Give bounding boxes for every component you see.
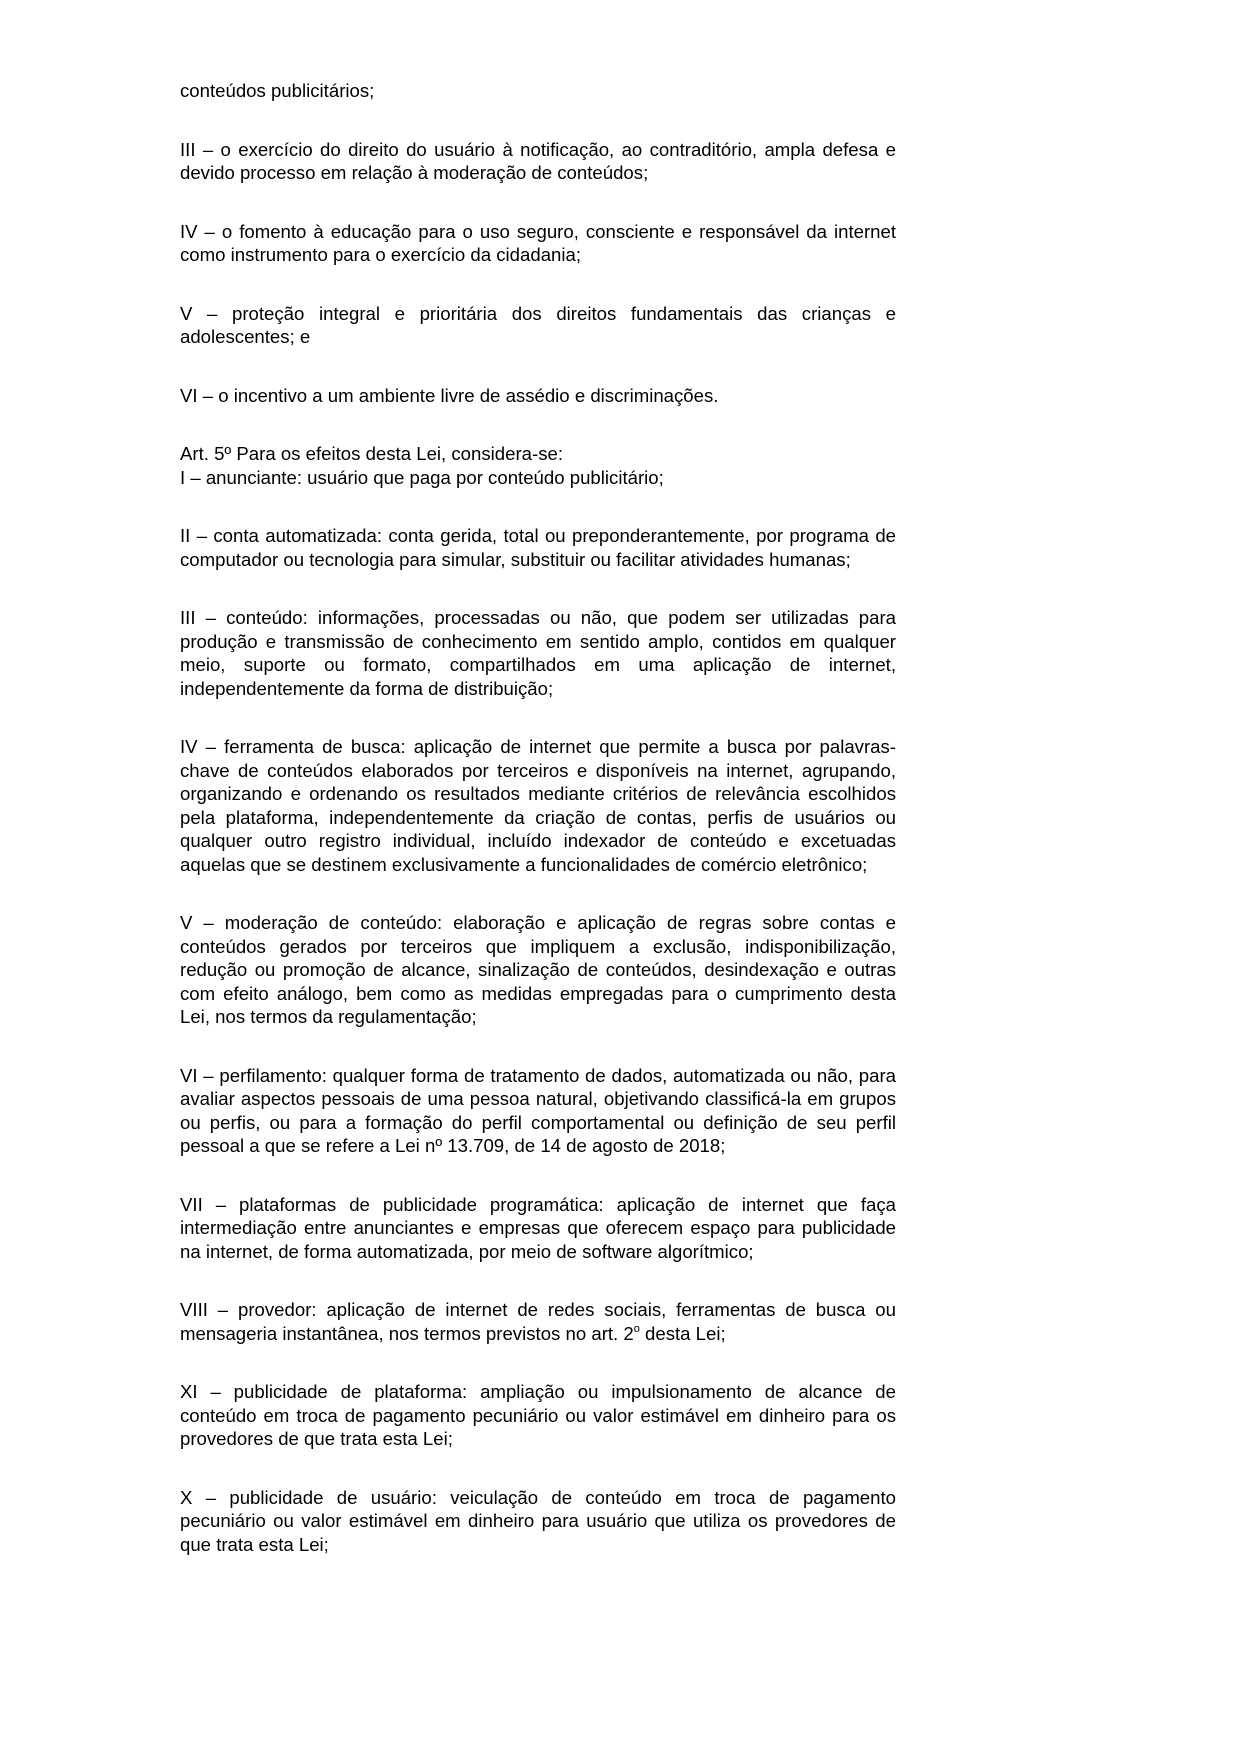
article-5-heading: Art. 5º Para os efeitos desta Lei, considera-se: xyxy=(180,443,563,464)
definition-x-user-advertising: X – publicidade de usuário: veiculação de conteúdo em troca de pagamento pecuniário ou valor estimável em dinheiro para usuário que utiliza os provedores de que trata esta Lei; xyxy=(180,1486,896,1555)
ordinal-superscript: o xyxy=(633,1322,640,1335)
definition-viii-tail: desta Lei; xyxy=(639,1322,726,1344)
paragraph-item-vi-harassment: VI – o incentivo a um ambiente livre de assédio e discriminações. xyxy=(180,384,719,406)
definition-viii-text: VIII – provedor: aplicação de internet de redes sociais, ferramentas de busca ou mensageria instantânea, nos termos previstos no art. 2 xyxy=(180,1299,896,1344)
document-body xyxy=(180,79,896,1591)
definition-i-advertiser: I – anunciante: usuário que paga por conteúdo publicitário; xyxy=(180,466,664,488)
definition-v-content-moderation: V – moderação de conteúdo: elaboração e aplicação de regras sobre contas e conteúdos gerados por terceiros que impliquem a exclusão, indisponibilização, redução ou promoção de alcance, sinalização de conteúdos, desindexação e outras com efeito análogo, bem como as medidas empregadas para o cumprimento desta Lei, nos termos da regulamentação; xyxy=(180,912,896,1027)
definition-vii-programmatic-ad-platforms: VII – plataformas de publicidade programática: aplicação de internet que faça intermediação entre anunciantes e empresas que oferecem espaço para publicidade na internet, de forma automatizada, por meio de software algorítmico; xyxy=(180,1193,896,1262)
definition-xi-platform-advertising: XI – publicidade de plataforma: ampliação ou impulsionamento de alcance de conteúdo em troca de pagamento pecuniário ou valor estimável em dinheiro para os provedores de que trata esta Lei; xyxy=(180,1381,896,1449)
paragraph-continuation: conteúdos publicitários; xyxy=(180,80,375,101)
paragraph-item-v-protection: V – proteção integral e prioritária dos direitos fundamentais das crianças e adolescentes; e xyxy=(180,302,896,347)
definition-viii-provider xyxy=(180,1298,896,1345)
paragraph-item-iv-education: IV – o fomento à educação para o uso seguro, consciente e responsável da internet como instrumento para o exercício da cidadania; xyxy=(180,220,896,265)
paragraph-item-iii-notification: III – o exercício do direito do usuário à notificação, ao contraditório, ampla defesa e devido processo em relação à moderação de conteúdos; xyxy=(180,138,896,183)
definition-iii-content: III – conteúdo: informações, processadas ou não, que podem ser utilizadas para produção e transmissão de conhecimento em sentido amplo, contidos em qualquer meio, suporte ou formato, compartilhados em uma aplicação de internet, independentemente da forma de distribuição; xyxy=(180,607,896,699)
definition-ii-automated-account: II – conta automatizada: conta gerida, total ou preponderantemente, por programa de computador ou tecnologia para simular, substituir ou facilitar atividades humanas; xyxy=(180,525,896,570)
definition-vi-profiling: VI – perfilamento: qualquer forma de tratamento de dados, automatizada ou não, para avaliar aspectos pessoais de uma pessoa natural, objetivando classificá-la em grupos ou perfis, ou para a formação do perfil comportamental ou definição de seu perfil pessoal a que se refere a Lei nº 13.709, de 14 de agosto de 2018; xyxy=(180,1064,896,1156)
definition-iv-search-tool: IV – ferramenta de busca: aplicação de internet que permite a busca por palavras-chave de conteúdos elaborados por terceiros e disponíveis na internet, agrupando, organizando e ordenando os resultados mediante critérios de relevância escolhidos pela plataforma, independentemente da criação de contas, perfis de usuários ou qualquer outro registro individual, incluído indexador de conteúdo e excetuadas aquelas que se destinem exclusivamente a funcionalidades de comércio eletrônico; xyxy=(180,736,896,875)
